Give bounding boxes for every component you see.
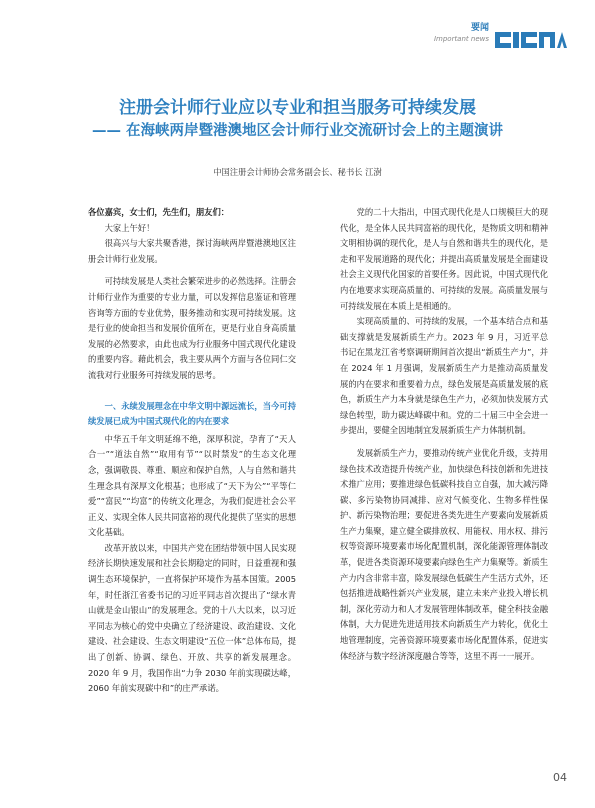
section-title-cn: 要闻 xyxy=(470,23,489,33)
section-label xyxy=(369,22,489,44)
paragraph: 大家上午好！ xyxy=(104,222,155,233)
cicpa-logo-icon xyxy=(495,28,567,52)
article-title xyxy=(40,96,555,142)
salutation: 各位嘉宾，女士们，先生们，朋友们： xyxy=(88,207,230,217)
paragraph: 很高兴与大家共聚香港，探讨海峡两岸暨港澳地区注册会计师行业发展。 xyxy=(88,238,296,264)
section-heading: 一、永续发展理念在中华文明中源远流长，当今可持续发展已成为中国式现代化的内在要求 xyxy=(88,400,296,427)
paragraph: 党的二十大指出，中国式现代化是人口规模巨大的现代化，是全体人民共同富裕的现代化，是物质文明和精神文明相协调的现代化，是人与自然和谐共生的现代化，是走和平发展道路的现代化；并提出高质量发展是全面建设社会主义现代化国家的首要任务。因此说，中国式现代化内在地要求实现高质量的、可持续的发展。高质量发展与可持续发展在本质上是相通的。 xyxy=(340,207,548,311)
author-byline: 中国注册会计师协会常务副会长、秘书长 江澍 xyxy=(213,167,382,177)
section-title-en: Important news xyxy=(433,35,489,43)
title-main: 注册会计师行业应以专业和担当服务可持续发展 xyxy=(119,98,476,118)
paragraph: 改革开放以来，中国共产党在团结带领中国人民实现经济长期快速发展和社会长期稳定的同时，日益重视和强调生态环境保护，一直将保护环境作为基本国策。2005年，时任浙江省委书记的习近平同志首次提出了“绿水青山就是金山银山”的发展理念。党的十八大以来，以习近平同志为核心的党中央确立了经济建设、政治建设、文化建设、社会建设、生态文明建设“五位一体”总体布局，提出了创新、协调、绿色、开放、共享的新发展理念。2020 年 9 月，我国作出“力争 2030 年前实现碳达峰，2060 年前实现碳中和”的庄严承诺。 xyxy=(88,542,296,694)
title-subtitle: —— 在海峡两岸暨港澳地区会计师行业交流研讨会上的主题演讲 xyxy=(91,123,504,139)
right-column xyxy=(340,205,548,664)
paragraph: 可持续发展是人类社会繁荣进步的必然选择。注册会计师行业作为重要的专业力量，可以发挥信息鉴证和管理咨询等方面的专业优势，服务推动和实现可持续发展。这是行业的使命担当和发展价值所在，更是行业自身高质量发展的必然要求，由此也成为行业服务中国式现代化建设的重要内容。藉此机会，我主要从两个方面与各位同仁交流我对行业服务可持续发展的思考。 xyxy=(88,276,296,380)
page-header xyxy=(347,22,567,62)
paragraph: 发展新质生产力，要推动传统产业优化升级，支持用绿色技术改造提升传统产业，加快绿色科技创新和先进技术推广应用；要推进绿色低碳科技自立自强，加大减污降碳、多污染物协同减排、应对气候变化、生物多样性保护、新污染物治理；要促进各类先进生产要素向发展新质生产力集聚，建立健全碳排放权、用能权、用水权、排污权等资源环境要素市场化配置机制，深化能源管理体制改革，促进各类资源环境要素向绿色生产力集聚等。新质生产力内含非常丰富，除发展绿色低碳生产生活方式外，还包括推进战略性新兴产业发展，建立未来产业投入增长机制，深化劳动力和人才发展管理体制改革，健全科技金融体制，大力促进先进适用技术向新质生产力转化，优化土地管理制度，完善资源环境要素市场化配置体系，促进实体经济与数字经济深度融合等等，这里不再一一展开。 xyxy=(340,447,548,661)
left-column xyxy=(88,205,296,697)
page-number: 04 xyxy=(553,771,567,784)
paragraph: 实现高质量的、可持续的发展，一个基本结合点和基础支撑就是发展新质生产力。2023 年 9 月，习近平总书记在黑龙江省考察调研期间首次提出“新质生产力”，并在 2024 年 1 月强调，发展新质生产力是推动高质量发展的内在要求和重要着力点，绿色发展是高质量发展的底色，新质生产力本身就是绿色生产力，必须加快发展方式绿色转型，助力碳达峰碳中和。党的二十届三中全会进一步提出，要健全因地制宜发展新质生产力体制机制。 xyxy=(340,316,548,436)
paragraph: 中华五千年文明延绵不绝，深厚积淀，孕育了“天人合一”“道法自然”“取用有节”“以时禁发”的生态文化理念，强调敬畏、尊重、顺应和保护自然，人与自然和谐共生理念具有深厚文化根基；也形成了“天下为公”“平等仁爱”“富民”“均富”的传统文化理念，为我们促进社会公平正义、实现全体人民共同富裕的现代化提供了坚实的思想文化基础。 xyxy=(88,433,296,538)
